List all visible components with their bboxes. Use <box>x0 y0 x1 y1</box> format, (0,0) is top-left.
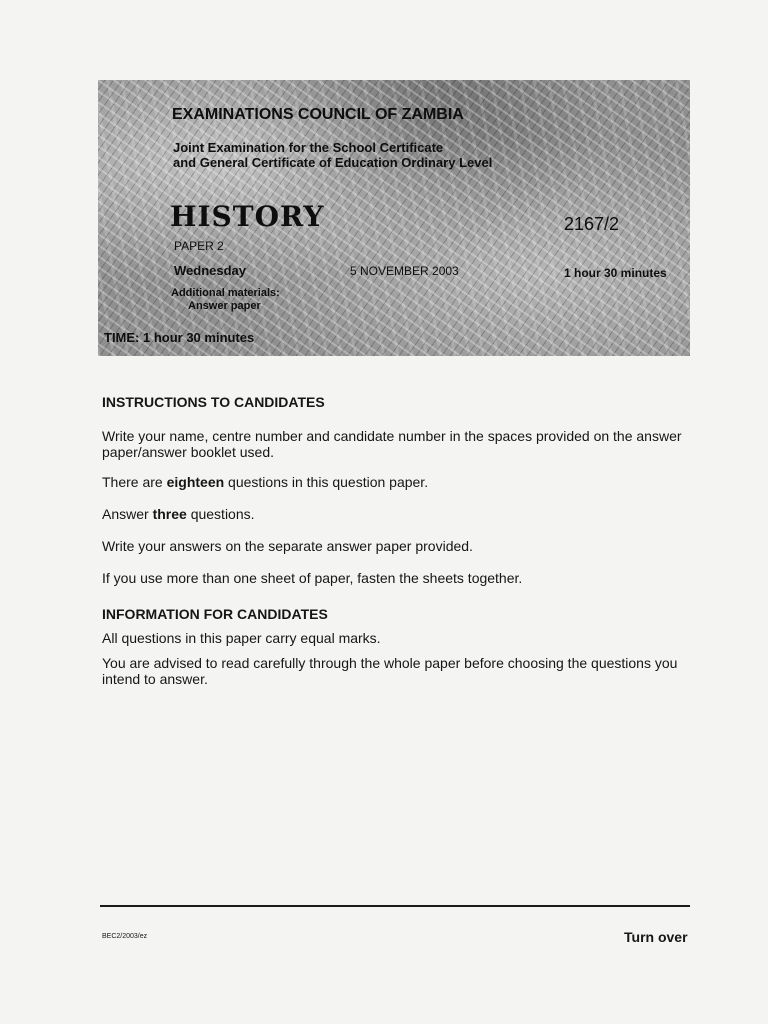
information-equal-marks: All questions in this paper carry equal marks. <box>102 630 381 646</box>
instruction-answer-paper: Write your answers on the separate answer paper provided. <box>102 538 473 554</box>
exam-duration: 1 hour 30 minutes <box>564 266 667 280</box>
subject-title: HISTORY <box>170 200 325 233</box>
footer-divider <box>100 905 690 907</box>
paper-number: PAPER 2 <box>174 239 224 253</box>
time-allowed: TIME: 1 hour 30 minutes <box>104 330 255 345</box>
instruction-answer-count: Answer three questions. <box>102 506 255 522</box>
answer-paper-label: Answer paper <box>188 300 261 312</box>
instructions-heading: INSTRUCTIONS TO CANDIDATES <box>102 394 325 410</box>
council-name: EXAMINATIONS COUNCIL OF ZAMBIA <box>172 106 464 123</box>
exam-header-banner <box>98 80 690 356</box>
footer-code: BEC2/2003/ez <box>102 933 148 940</box>
instruction-fasten-sheets: If you use more than one sheet of paper, fasten the sheets together. <box>102 570 523 586</box>
paper-code: 2167/2 <box>564 214 620 234</box>
exam-title-line-1: Joint Examination for the School Certificate <box>173 140 444 155</box>
information-read-carefully: You are advised to read carefully through the whole paper before choosing the questions you intend to answer. <box>102 655 678 687</box>
exam-title-line-2: and General Certificate of Education Ordinary Level <box>173 155 493 170</box>
information-heading: INFORMATION FOR CANDIDATES <box>102 606 328 622</box>
exam-date: 5 NOVEMBER 2003 <box>350 264 459 278</box>
instruction-name-centre: Write your name, centre number and candidate number in the spaces provided on the answer paper/answer booklet used. <box>102 428 682 460</box>
additional-materials-label: Additional materials: <box>171 287 280 299</box>
exam-day: Wednesday <box>174 263 247 278</box>
turn-over-label: Turn over <box>624 929 688 945</box>
instruction-question-count: There are eighteen questions in this question paper. <box>102 474 429 490</box>
